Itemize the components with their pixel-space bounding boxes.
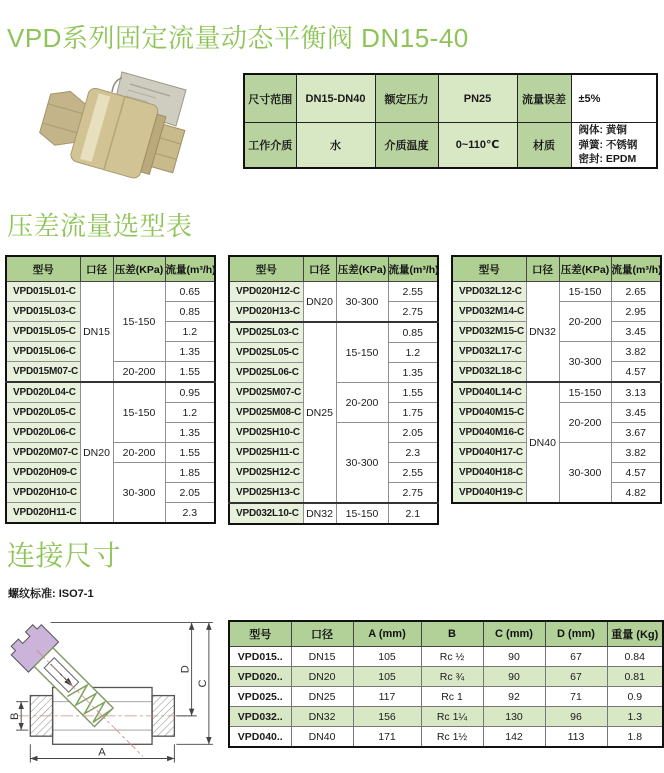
dim-cell: 0.9 [607,687,663,707]
model-cell: VPD020M07-C [6,443,80,463]
dim-cell: 0.81 [607,667,663,687]
flow-cell: 3.45 [611,403,661,423]
dim-cell: Rc ½ [421,647,483,667]
table-row [452,282,661,302]
spec-value-cell: PN25 [438,74,517,123]
flow-cell: 3.13 [611,382,661,403]
dim-cell: 113 [545,727,607,748]
model-cell: VPD040M16-C [452,423,526,443]
column-header: 型号 [229,621,291,647]
table-row [452,382,661,403]
model-cell: VPD015L03-C [6,302,80,322]
model-cell: VPD040L14-C [452,382,526,403]
column-header: A (mm) [353,621,421,647]
flow-cell: 2.75 [388,483,438,504]
flow-cell: 2.05 [165,483,215,503]
model-cell: VPD020L06-C [6,423,80,443]
spec-value-cell: ±5% [571,74,657,123]
pressure-diff-cell: 15-150 [559,282,611,302]
size-cell: DN15 [80,282,113,383]
flow-cell: 2.3 [388,443,438,463]
column-header: 压差(KPa) [336,256,388,282]
flow-cell: 2.05 [388,423,438,443]
dim-cell: VPD020.. [229,667,291,687]
model-cell: VPD020H10-C [6,483,80,503]
dim-label-b: B [10,712,22,720]
flow-cell: 2.65 [611,282,661,302]
model-cell: VPD032L12-C [452,282,526,302]
dim-cell: 96 [545,707,607,727]
model-cell: VPD015L01-C [6,282,80,302]
pressure-diff-cell: 30-300 [336,423,388,504]
dim-cell: 90 [483,647,545,667]
pressure-diff-cell: 20-200 [113,362,165,383]
model-cell: VPD025L06-C [229,363,303,383]
size-cell: DN20 [303,282,336,323]
flow-cell: 4.82 [611,483,661,504]
flow-cell: 2.55 [388,463,438,483]
table-row [229,667,663,687]
pressure-diff-cell: 15-150 [336,322,388,383]
model-cell: VPD032L17-C [452,342,526,362]
spec-label-cell: 工作介质 [244,123,296,168]
size-cell: DN32 [303,503,336,524]
column-header: 流量(m³/h) [165,256,215,282]
flow-cell: 2.3 [165,503,215,524]
dim-cell: 0.84 [607,647,663,667]
flow-cell: 2.55 [388,282,438,302]
flow-cell: 3.45 [611,322,661,342]
model-cell: VPD015M07-C [6,362,80,383]
dim-label-c: C [196,679,209,688]
flow-cell: 1.35 [165,423,215,443]
spec-value-cell: 阀体: 黄铜 弹簧: 不锈钢 密封: EPDM [571,123,657,168]
model-cell: VPD020H09-C [6,463,80,483]
flow-cell: 1.85 [165,463,215,483]
connection-heading: 连接尺寸 [7,540,122,571]
dim-cell: VPD040.. [229,727,291,748]
model-cell: VPD020H11-C [6,503,80,524]
pressure-diff-cell: 20-200 [559,302,611,342]
dim-cell: Rc 1 [421,687,483,707]
model-cell: VPD020L04-C [6,382,80,403]
selection-table-3 [451,255,662,504]
column-header: C (mm) [483,621,545,647]
dim-cell: 142 [483,727,545,748]
model-cell: VPD040M15-C [452,403,526,423]
table-row [229,282,438,302]
valve-drawing [10,610,218,768]
flow-cell: 2.1 [388,503,438,524]
table-row [229,687,663,707]
flow-cell: 1.35 [165,342,215,362]
model-cell: VPD040H19-C [452,483,526,504]
flow-cell: 3.82 [611,443,661,463]
model-cell: VPD015L05-C [6,322,80,342]
spec-label-cell: 流量误差 [517,74,571,123]
pressure-diff-cell: 30-300 [336,282,388,323]
flow-cell: 0.85 [165,302,215,322]
dim-cell: VPD025.. [229,687,291,707]
model-cell: VPD025L05-C [229,343,303,363]
pressure-diff-cell: 30-300 [559,342,611,383]
dim-cell: 171 [353,727,421,748]
dim-label-d: D [179,665,192,674]
table-row [6,382,215,403]
spec-label-cell: 额定压力 [375,74,438,123]
selection-heading: 压差流量选型表 [7,211,193,241]
pressure-diff-cell: 15-150 [336,503,388,524]
flow-cell: 0.85 [388,322,438,343]
size-cell: DN32 [526,282,559,383]
flow-cell: 3.82 [611,342,661,362]
table-row [229,727,663,748]
flow-cell: 1.2 [388,343,438,363]
dim-cell: 67 [545,667,607,687]
dim-cell: VPD032.. [229,707,291,727]
dim-cell: 71 [545,687,607,707]
model-cell: VPD040H17-C [452,443,526,463]
flow-cell: 1.55 [165,362,215,383]
flow-cell: 1.75 [388,403,438,423]
dim-cell: 105 [353,667,421,687]
spec-value-cell: DN15-DN40 [296,74,375,123]
dim-cell: DN25 [291,687,353,707]
table-row [229,322,438,343]
spec-value-cell: 0~110℃ [438,123,517,168]
column-header: B [421,621,483,647]
dim-cell: DN32 [291,707,353,727]
dim-cell: VPD015.. [229,647,291,667]
model-cell: VPD020H12-C [229,282,303,302]
flow-cell: 0.65 [165,282,215,302]
flow-cell: 4.57 [611,362,661,383]
pressure-diff-cell: 15-150 [113,282,165,362]
column-header: 口径 [526,256,559,282]
pressure-diff-cell: 30-300 [113,463,165,524]
valve-cross-section [10,610,218,768]
column-header: 型号 [6,256,80,282]
pressure-diff-cell: 20-200 [336,383,388,423]
model-cell: VPD025H13-C [229,483,303,504]
column-header: 型号 [229,256,303,282]
model-cell: VPD015L06-C [6,342,80,362]
model-cell: VPD020H13-C [229,302,303,323]
column-header: 型号 [452,256,526,282]
flow-cell: 4.57 [611,463,661,483]
dim-cell: Rc 1½ [421,727,483,748]
dim-cell: Rc ¾ [421,667,483,687]
table-row [229,707,663,727]
dim-cell: Rc 1¼ [421,707,483,727]
model-cell: VPD040H18-C [452,463,526,483]
flow-cell: 0.95 [165,382,215,403]
flow-cell: 2.75 [388,302,438,323]
size-cell: DN40 [526,382,559,503]
pressure-diff-cell: 20-200 [113,443,165,463]
model-cell: VPD025H10-C [229,423,303,443]
table-row [229,503,438,524]
dim-cell: DN20 [291,667,353,687]
dim-label-a: A [98,746,106,759]
column-header: D (mm) [545,621,607,647]
model-cell: VPD032M14-C [452,302,526,322]
model-cell: VPD025H11-C [229,443,303,463]
model-cell: VPD025L03-C [229,322,303,343]
dim-cell: 105 [353,647,421,667]
flow-cell: 1.55 [165,443,215,463]
pressure-diff-cell: 30-300 [559,443,611,504]
dimension-table [228,620,664,748]
model-cell: VPD032L10-C [229,503,303,524]
dim-cell: 67 [545,647,607,667]
table-row [6,282,215,302]
column-header: 口径 [80,256,113,282]
model-cell: VPD025M08-C [229,403,303,423]
dim-cell: DN40 [291,727,353,748]
model-cell: VPD032L18-C [452,362,526,383]
dim-cell: 90 [483,667,545,687]
column-header: 压差(KPa) [113,256,165,282]
product-photo-illustration [30,56,198,194]
column-header: 口径 [303,256,336,282]
column-header: 重量 (Kg) [607,621,663,647]
size-cell: DN20 [80,382,113,523]
column-header: 压差(KPa) [559,256,611,282]
dim-cell: 1.3 [607,707,663,727]
dim-cell: 92 [483,687,545,707]
table-row [229,647,663,667]
flow-cell: 1.35 [388,363,438,383]
spec-label-cell: 尺寸范围 [244,74,296,123]
dim-cell: 130 [483,707,545,727]
flow-cell: 1.55 [388,383,438,403]
model-cell: VPD032M15-C [452,322,526,342]
selection-table-2 [228,255,439,525]
dim-cell: 156 [353,707,421,727]
model-cell: VPD020L05-C [6,403,80,423]
model-cell: VPD025M07-C [229,383,303,403]
flow-cell: 3.67 [611,423,661,443]
flow-cell: 1.2 [165,403,215,423]
size-cell: DN25 [303,322,336,503]
column-header: 流量(m³/h) [611,256,661,282]
spec-label-cell: 介质温度 [375,123,438,168]
model-cell: VPD025H12-C [229,463,303,483]
pressure-diff-cell: 15-150 [113,382,165,443]
spec-value-cell: 水 [296,123,375,168]
column-header: 口径 [291,621,353,647]
pressure-diff-cell: 15-150 [559,382,611,403]
thread-standard-note: 螺纹标准: ISO7-1 [8,588,94,600]
page-title: VPD系列固定流量动态平衡阀 DN15-40 [7,23,469,53]
dim-cell: 1.8 [607,727,663,748]
selection-table-1 [5,255,216,524]
column-header: 流量(m³/h) [388,256,438,282]
spec-table [243,73,658,169]
flow-cell: 2.95 [611,302,661,322]
pressure-diff-cell: 20-200 [559,403,611,443]
spec-label-cell: 材质 [517,123,571,168]
dim-cell: DN15 [291,647,353,667]
flow-cell: 1.2 [165,322,215,342]
dim-cell: 117 [353,687,421,707]
product-photo [30,56,198,194]
